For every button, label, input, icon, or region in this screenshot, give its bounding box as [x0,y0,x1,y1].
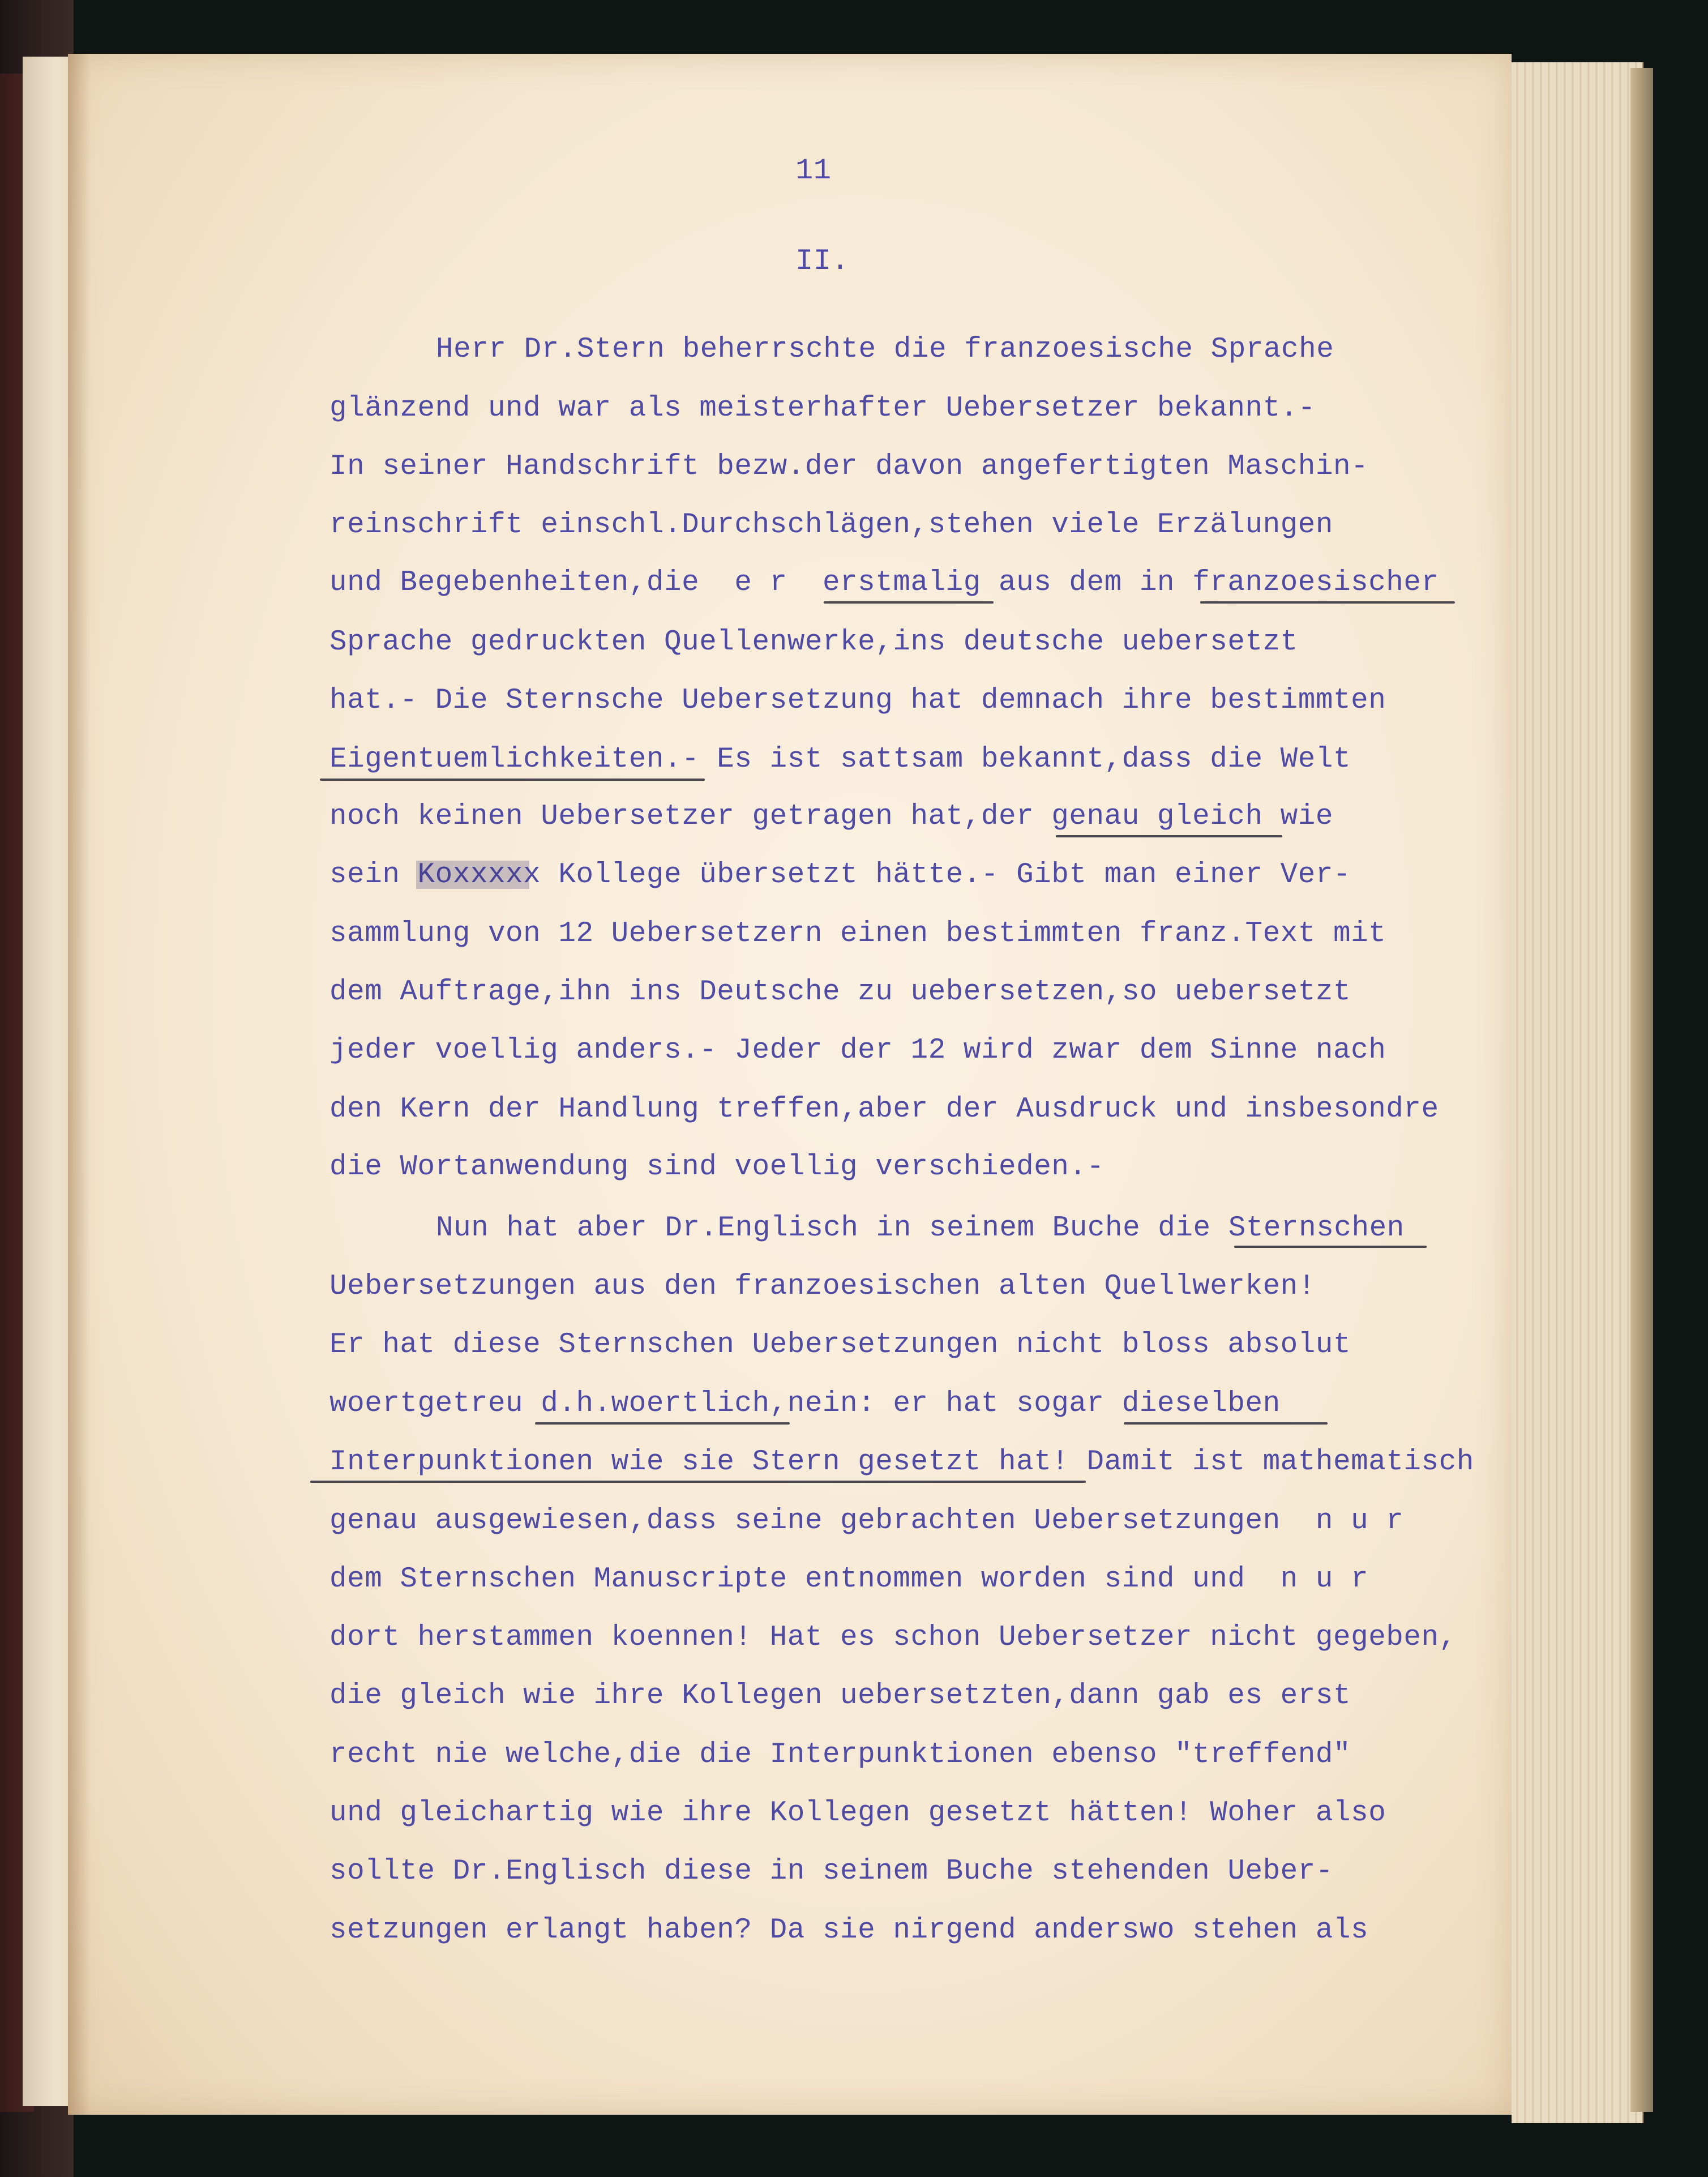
text-line: glänzend und war als meisterhafter Uebersetzer bekannt.- [329,392,1316,425]
page-number: 11 [795,154,832,187]
text-line: und Begebenheiten,die e r erstmalig aus dem in franzoesischer [329,567,1439,599]
text-line: Er hat diese Sternschen Uebersetzungen nicht bloss absolut [329,1329,1351,1361]
text-line: sein Koxxxxx Kollege übersetzt hätte.- Gibt man einer Ver- [329,859,1351,891]
overtyped-word [416,861,529,889]
text-line: sollte Dr.Englisch diese in seinem Buche stehenden Ueber- [329,1855,1333,1888]
underline-franzoesischer [1200,601,1455,604]
underline-interpunktionen [310,1481,1086,1483]
text-line: genau ausgewiesen,dass seine gebrachten Uebersetzungen n u r [329,1505,1404,1537]
text-line: noch keinen Uebersetzer getragen hat,der genau gleich wie [329,801,1333,833]
text-line: setzungen erlangt haben? Da sie nirgend anderswo stehen als [329,1914,1369,1947]
text-line: Herr Dr.Stern beherrschte die franzoesische Sprache [436,333,1334,366]
text-line: und gleichartig wie ihre Kollegen gesetzt hätten! Woher also [329,1797,1386,1829]
underline-dieselben [1124,1422,1328,1425]
underline-sternschen [1234,1246,1427,1248]
page-stack-edges [1512,62,1643,2123]
underline-erstmalig [824,601,994,604]
text-line: dort herstammen koennen! Hat es schon Uebersetzer nicht gegeben, [329,1622,1457,1654]
text-line: Nun hat aber Dr.Englisch in seinem Buche die Sternschen [436,1212,1405,1244]
page-stack-shadow [1630,68,1653,2112]
text-line: hat.- Die Sternsche Uebersetzung hat demnach ihre bestimmten [329,685,1386,717]
text-line: dem Auftrage,ihn ins Deutsche zu uebersetzen,so uebersetzt [329,976,1351,1008]
text-line: recht nie welche,die die Interpunktionen ebenso "treffend" [329,1739,1351,1771]
underline-eigentuemlichkeiten [320,779,705,781]
text-line: die Wortanwendung sind voellig verschieden.- [329,1151,1105,1183]
text-line: den Kern der Handlung treffen,aber der Ausdruck und insbesondre [329,1093,1439,1126]
underline-genau-gleich [1056,835,1282,837]
text-line: In seiner Handschrift bezw.der davon angefertigten Maschin- [329,451,1369,483]
text-line: dem Sternschen Manuscripte entnommen worden sind und n u r [329,1563,1369,1596]
text-line: die gleich wie ihre Kollegen uebersetzten,dann gab es erst [329,1680,1351,1712]
text-line: Sprache gedruckten Quellenwerke,ins deutsche uebersetzt [329,626,1298,658]
text-line: Interpunktionen wie sie Stern gesetzt hat! Damit ist mathematisch [329,1446,1474,1478]
text-line: reinschrift einschl.Durchschlägen,stehen viele Erzälungen [329,509,1333,541]
text-line: Eigentuemlichkeiten.- Es ist sattsam bekannt,dass die Welt [329,743,1351,776]
text-line: woertgetreu d.h.woertlich,nein: er hat sogar dieselben [329,1388,1281,1420]
underline-woertlich [535,1422,790,1425]
text-line: Uebersetzungen aus den franzoesischen alten Quellwerken! [329,1271,1316,1303]
text-line: jeder voellig anders.- Jeder der 12 wird zwar dem Sinne nach [329,1034,1386,1067]
page-fold-shadow [68,54,91,2115]
text-line: sammlung von 12 Uebersetzern einen bestimmten franz.Text mit [329,918,1386,950]
chapter-heading: II. [795,245,850,278]
